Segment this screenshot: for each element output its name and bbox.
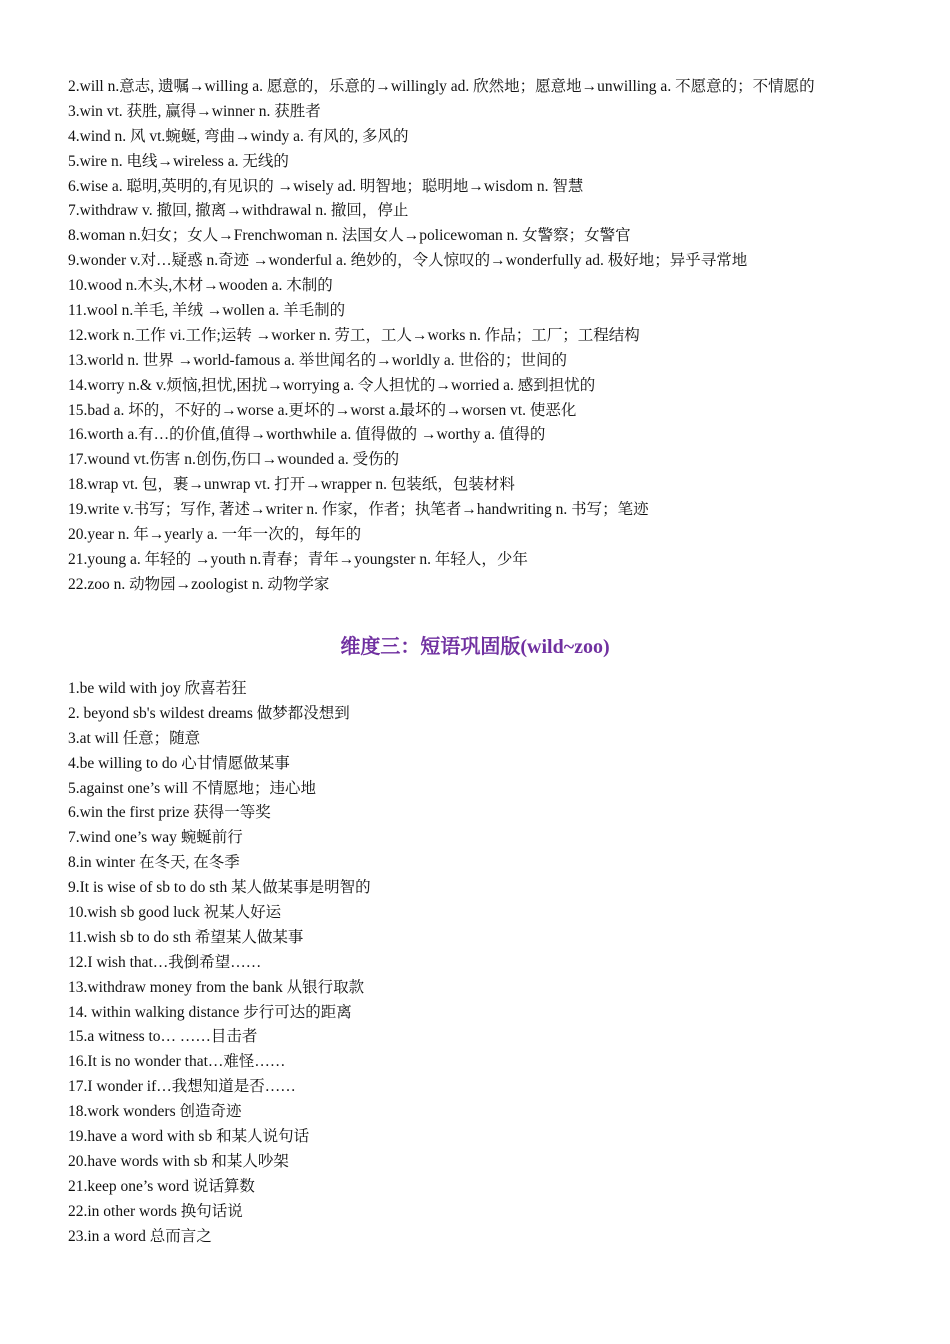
phrase-item: 16.It is no wonder that…难怪……: [68, 1053, 286, 1071]
derivation-item: 8.woman n.妇女；女人→Frenchwoman n. 法国女人→policewoman n. 女警察；女警官: [68, 227, 631, 245]
derivation-item: 11.wool n.羊毛, 羊绒 →wollen a. 羊毛制的: [68, 302, 346, 320]
derivation-item: 2.will n.意志, 遗嘱→willing a. 愿意的，乐意的→willingly ad. 欣然地；愿意地→unwilling a. 不愿意的；不情愿的: [68, 78, 815, 95]
derivation-item: 12.work n.工作 vi.工作;运转 →worker n. 劳工，工人→works n. 作品；工厂；工程结构: [68, 326, 640, 344]
phrase-item: 8.in winter 在冬天, 在冬季: [68, 854, 240, 872]
derivation-list: [68, 75, 928, 598]
derivation-item: 21.young a. 年轻的 →youth n.青春；青年→youngster n. 年轻人，少年: [68, 550, 528, 568]
derivation-item: 16.worth a.有…的价值,值得→worthwhile a. 值得做的 →worthy a. 值得的: [68, 426, 546, 444]
derivation-item: 18.wrap vt. 包，裹→unwrap vt. 打开→wrapper n. 包装纸，包装材料: [68, 476, 515, 494]
phrase-item: 21.keep one’s word 说话算数: [68, 1177, 255, 1195]
derivation-item: 17.wound vt.伤害 n.创伤,伤口→wounded a. 受伤的: [68, 451, 400, 469]
derivation-item: 5.wire n. 电线→wireless a. 无线的: [68, 152, 289, 170]
phrase-item: 7.wind one’s way 蜿蜒前行: [68, 829, 243, 847]
phrase-item: 2. beyond sb's wildest dreams 做梦都没想到: [68, 704, 350, 722]
phrase-item: 10.wish sb good luck 祝某人好运: [68, 904, 282, 922]
derivation-item: 15.bad a. 坏的，不好的→worse a.更坏的→worst a.最坏的→worsen vt. 使恶化: [68, 401, 577, 419]
phrase-item: 23.in a word 总而言之: [68, 1227, 212, 1245]
phrase-item: 17.I wonder if…我想知道是否……: [68, 1078, 296, 1096]
phrase-item: 3.at will 任意；随意: [68, 729, 201, 747]
phrase-item: 20.have words with sb 和某人吵架: [68, 1152, 289, 1170]
phrase-item: 14. within walking distance 步行可达的距离: [68, 1003, 352, 1021]
derivation-item: 22.zoo n. 动物园→zoologist n. 动物学家: [68, 575, 330, 593]
phrase-item: 13.withdraw money from the bank 从银行取款: [68, 978, 365, 996]
phrase-item: 22.in other words 换句话说: [68, 1202, 243, 1220]
derivation-item: 3.win vt. 获胜, 赢得→winner n. 获胜者: [68, 102, 321, 120]
phrase-item: 4.be willing to do 心甘情愿做某事: [68, 754, 290, 772]
derivation-item: 19.write v.书写；写作, 著述→writer n. 作家，作者；执笔者→handwriting n. 书写；笔迹: [68, 501, 649, 519]
derivation-item: 20.year n. 年→yearly a. 一年一次的，每年的: [68, 526, 362, 544]
phrase-item: 15.a witness to… ……目击者: [68, 1028, 258, 1046]
phrase-item: 6.win the first prize 获得一等奖: [68, 804, 271, 822]
derivation-item: 4.wind n. 风 vt.蜿蜒, 弯曲→windy a. 有风的, 多风的: [68, 127, 409, 145]
phrase-item: 19.have a word with sb 和某人说句话: [68, 1128, 310, 1146]
derivation-item: 13.world n. 世界 →world-famous a. 举世闻名的→worldly a. 世俗的；世间的: [68, 351, 567, 369]
derivation-item: 10.wood n.木头,木材→wooden a. 木制的: [68, 277, 333, 295]
phrase-item: 5.against one’s will 不情愿地；违心地: [68, 779, 316, 797]
phrase-list: [68, 677, 928, 1249]
phrase-item: 11.wish sb to do sth 希望某人做某事: [68, 928, 304, 946]
derivation-item: 6.wise a. 聪明,英明的,有见识的 →wisely ad. 明智地；聪明地→wisdom n. 智慧: [68, 177, 584, 195]
phrase-item: 18.work wonders 创造奇迹: [68, 1103, 242, 1121]
phrase-item: 12.I wish that…我倒希望……: [68, 953, 262, 971]
phrase-item: 1.be wild with joy 欣喜若狂: [68, 680, 247, 697]
phrase-item: 9.It is wise of sb to do sth 某人做某事是明智的: [68, 879, 371, 897]
derivation-item: 7.withdraw v. 撤回, 撤离→withdrawal n. 撤回，停止: [68, 202, 409, 220]
derivation-item: 9.wonder v.对…疑惑 n.奇迹 →wonderful a. 绝妙的，令人惊叹的→wonderfully ad. 极好地；异乎寻常地: [68, 252, 748, 270]
derivation-item: 14.worry n.& v.烦恼,担忧,困扰→worrying a. 令人担忧的→worried a. 感到担忧的: [68, 376, 596, 394]
section-title: 维度三：短语巩固版(wild~zoo): [340, 636, 610, 658]
